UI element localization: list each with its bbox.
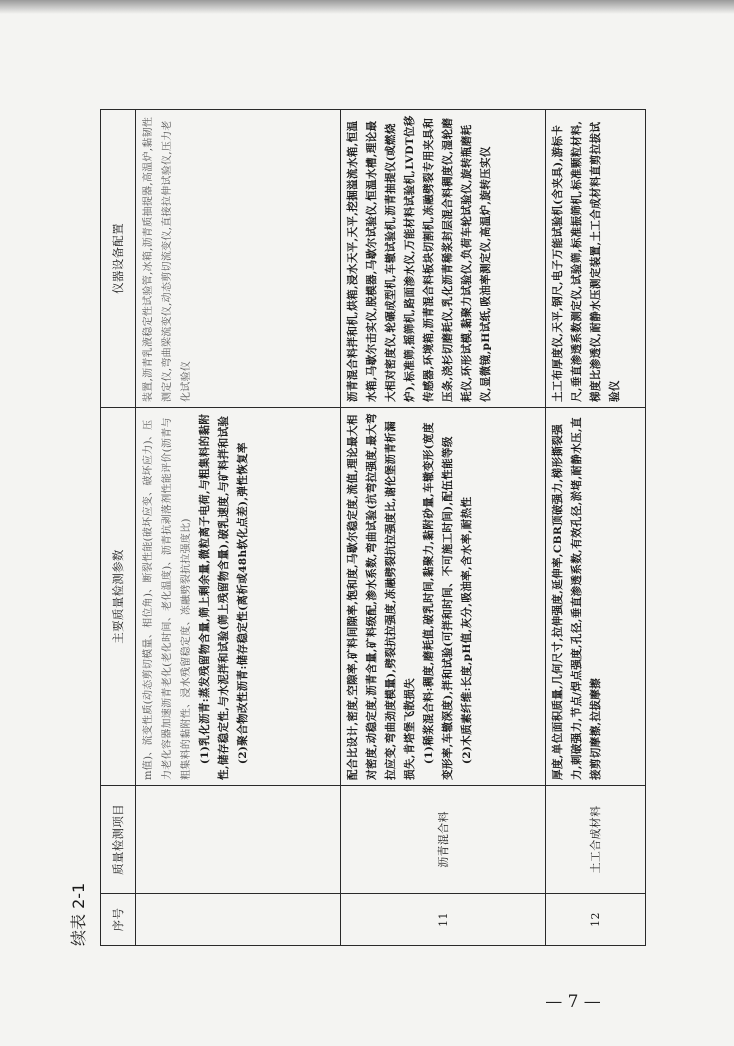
quality-test-table — [100, 109, 646, 946]
row-item: 沥青混合料 — [341, 786, 546, 894]
row-no: 12 — [546, 894, 646, 946]
row-item: 土工合成材料 — [546, 786, 646, 894]
params-line: m值)、流变性质(动态剪切模量、相位角)、断裂性能(破坏应变、破坏应力)、压力老化容器加速沥青老化(老化时间、老化温度)、沥青抗剥落剂性能评价(沥青与粗集料的黏附性、浸水残留稳定度、冻融劈裂抗拉强度比) — [143, 417, 192, 780]
row-params — [341, 408, 546, 786]
row-equip: 土工布厚度仪,天平,钢尺,电子万能试验机(含夹具),游标卡尺,垂直渗透系数测定仪,试验筛,标准振筛机,标准颗粒材料,梯度比渗透仪,耐静水压测定装置,土工合成材料直剪拉拔试验仪 — [546, 110, 646, 408]
table-row — [546, 110, 646, 946]
params-line: 配合比设计,密度,空隙率,矿料间隙率,饱和度,马歇尔稳定度,流值,理论最大相对密度,动稳定度,沥青含量,矿料级配,渗水系数,弯曲试验(抗弯拉强度,最大弯拉应变,弯曲劲度模量),劈裂抗拉强度,冻融劈裂抗拉强度比,谢伦堡沥青析漏损失,肯塔堡飞散损失 — [347, 413, 416, 780]
header-item: 质量检测项目 — [101, 786, 136, 894]
params-line: 厚度,单位面积质量,几何尺寸,拉伸强度,延伸率,CBR顶破强力,梯形撕裂强力,刺破强力,节点/焊点强度,孔径,垂直渗透系数,有效孔径,淤堵,耐静水压,直接剪切摩擦,拉拔摩擦 — [552, 417, 602, 780]
table-row — [136, 110, 341, 946]
row-item — [136, 786, 341, 894]
table-row — [341, 110, 546, 946]
params-line: (2)聚合物改性沥青:储存稳定性(离析或48h软化点差),弹性恢复率 — [237, 442, 249, 765]
params-line: (2)木质素纤维:长度,pH值,灰分,吸油率,含水率,耐热性 — [461, 496, 473, 765]
header-no: 序号 — [101, 894, 136, 946]
table-caption: 续表 2-1 — [69, 882, 88, 946]
params-line: (1)乳化沥青:蒸发残留物含量,筛上剩余量,微粒离子电荷,与粗集料的黏附性,储存稳定性,与水泥拌和试验(筛上残留物含量),破乳速度,与矿料拌和试验 — [199, 413, 230, 780]
row-no — [136, 894, 341, 946]
page-number: — 7 — — [545, 992, 601, 1012]
row-params — [136, 408, 341, 786]
header-equip: 仪器设备配置 — [101, 110, 136, 408]
row-no: 11 — [341, 894, 546, 946]
params-line: (1)稀浆混合料:稠度,磨耗值,破乳时间,黏聚力,黏附砂量,车辙变形(宽度变形率,车辙深度),拌和试验(可拌和时间、不可施工时间),配伍性能等级 — [423, 422, 454, 780]
header-params: 主要质量检测参数 — [101, 408, 136, 786]
row-params — [546, 408, 646, 786]
row-equip: 装置,沥青乳液稳定性试验管,冰箱,沥青质抽提器,高温炉,黏韧性测定仪,弯曲梁流变仪,动态剪切流变仪,直接拉伸试验仪,压力老化试验仪 — [136, 110, 341, 408]
row-equip: 沥青混合料拌和机,烘箱,浸水天平,天平,挖掘溢流水箱,恒温水箱,马歇尔击实仪,脱模器,马歇尔试验仪,恒温水槽,理论最大相对密度仪,轮碾成型机,车辙试验机,沥青抽提仪(或燃烧炉),标准筛,摇筛机,路面渗水仪,万能材料试验机,LVDT位移传感器,环境箱,沥青混合料板块切割机,冻融劈裂专用夹具和压条,浇杉切磨耗仪,乳化沥青稀浆封层混合料稠度仪,湿轮磨耗仪,环形试模,黏聚力试验仪,负荷车轮试验仪,旋转瓶磨耗仪,显微镜,pH试纸,吸油率测定仪,高温炉,旋转压实仪 — [341, 110, 546, 408]
header-row — [101, 110, 136, 946]
rotated-table-region — [69, 110, 645, 946]
